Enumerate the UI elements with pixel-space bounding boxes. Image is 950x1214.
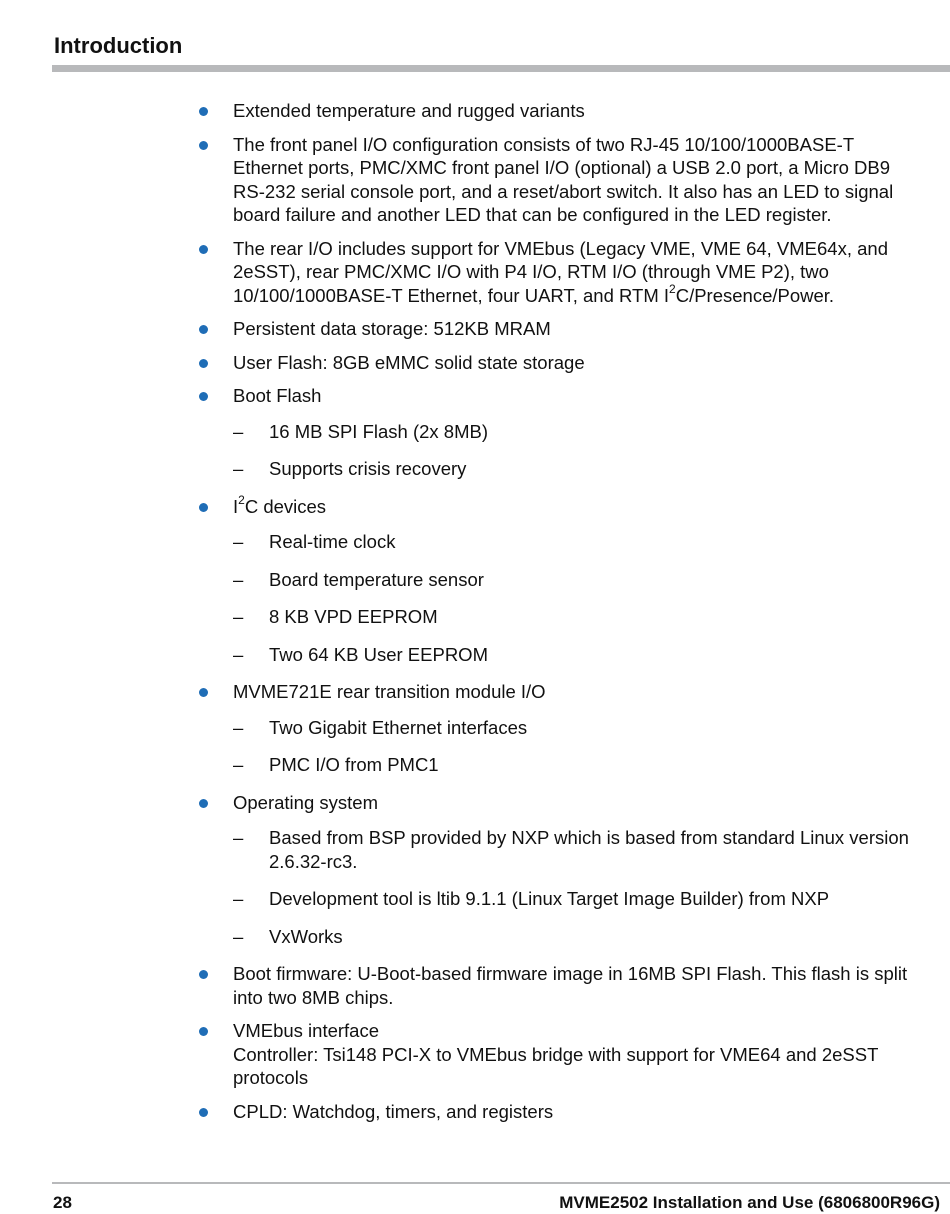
sub-item-text: Based from BSP provided by NXP which is based from standard Linux version — [269, 827, 909, 848]
sub-list-item — [197, 420, 945, 444]
sub-item-text: 8 KB VPD EEPROM — [269, 606, 438, 627]
item-text: Boot firmware: U-Boot-based firmware image in 16MB SPI Flash. This flash is split — [233, 963, 908, 984]
bullet-icon — [199, 325, 208, 334]
sub-list-item — [197, 605, 945, 629]
superscript: 2 — [238, 493, 245, 508]
item-text: 2eSST), rear PMC/XMC I/O with P4 I/O, RTM I/O (through VME P2), two — [233, 261, 829, 282]
sub-item-text: Board temperature sensor — [269, 568, 484, 590]
sub-list-item — [197, 826, 945, 873]
dash-icon: – — [233, 716, 244, 738]
dash-icon: – — [233, 458, 244, 479]
sub-item-text: Real-time clock — [269, 531, 396, 552]
item-text-part: C/Presence/Power. — [675, 284, 835, 306]
item-text: MVME721E rear transition module I/O — [233, 681, 546, 702]
item-text: Controller: Tsi148 PCI-X to VMEbus bridge with support for VME64 and 2eSST — [233, 1043, 879, 1065]
list-item — [197, 680, 945, 777]
list-item — [197, 351, 945, 375]
item-text: User Flash: 8GB eMMC solid state storage — [233, 351, 585, 373]
item-text — [233, 495, 945, 519]
bullet-icon — [199, 1108, 208, 1117]
sub-list-item — [197, 530, 945, 554]
list-item — [197, 237, 945, 308]
sub-list-item — [197, 643, 945, 667]
sub-list — [233, 716, 945, 777]
dash-icon: – — [233, 888, 244, 909]
sub-list — [233, 530, 945, 666]
page-header-title: Introduction — [54, 33, 183, 58]
bullet-icon — [199, 359, 208, 368]
bullet-icon — [199, 245, 208, 254]
sub-item-text: 16 MB SPI Flash (2x 8MB) — [269, 420, 488, 442]
document-title: MVME2502 Installation and Use (6806800R96G) — [559, 1193, 940, 1212]
dash-icon: – — [233, 925, 244, 947]
header-divider — [52, 65, 950, 72]
item-text: protocols — [233, 1067, 309, 1088]
bullet-icon — [199, 1027, 208, 1036]
bullet-icon — [199, 799, 208, 808]
sub-item-text: Development tool is ltib 9.1.1 (Linux Target Image Builder) from NXP — [269, 888, 830, 909]
sub-item-text: Two Gigabit Ethernet interfaces — [269, 716, 528, 738]
sub-list-item — [197, 887, 945, 911]
list-item — [197, 1019, 945, 1090]
list-item — [197, 962, 945, 1009]
dash-icon: – — [233, 606, 244, 627]
sub-item-text: VxWorks — [269, 925, 343, 947]
list-item — [197, 384, 945, 481]
dash-icon: – — [233, 827, 244, 848]
bullet-icon — [199, 392, 208, 401]
sub-item-text: Supports crisis recovery — [269, 458, 467, 479]
item-text: RS-232 serial console port, and a reset/abort switch. It also has an LED to signal — [233, 180, 894, 202]
dash-icon: – — [233, 643, 244, 665]
item-text: Boot Flash — [233, 385, 322, 406]
item-text: Operating system — [233, 791, 378, 813]
bullet-icon — [199, 503, 208, 512]
superscript: 2 — [669, 282, 676, 297]
dash-icon: – — [233, 754, 244, 775]
footer-divider — [52, 1182, 950, 1184]
sub-item-text: 2.6.32-rc3. — [269, 850, 358, 872]
list-item — [197, 133, 945, 227]
dash-icon: – — [233, 531, 244, 552]
sub-list-item — [197, 568, 945, 592]
sub-item-text: Two 64 KB User EEPROM — [269, 643, 488, 665]
sub-list — [233, 826, 945, 948]
sub-list — [233, 420, 945, 481]
item-text: The front panel I/O configuration consists of two RJ-45 10/100/1000BASE-T — [233, 133, 855, 155]
item-text-part: C devices — [244, 495, 327, 517]
item-text: Persistent data storage: 512KB MRAM — [233, 318, 551, 339]
sub-list-item — [197, 753, 945, 777]
feature-list — [197, 99, 945, 1133]
bullet-icon — [199, 970, 208, 979]
bullet-icon — [199, 688, 208, 697]
list-item — [197, 317, 945, 341]
sub-list-item — [197, 716, 945, 740]
bullet-icon — [199, 107, 208, 116]
item-text-part: 10/100/1000BASE-T Ethernet, four UART, and RTM I — [233, 284, 670, 306]
sub-list-item — [197, 925, 945, 949]
sub-item-text: PMC I/O from PMC1 — [269, 754, 439, 775]
sub-list-item — [197, 457, 945, 481]
list-item — [197, 99, 945, 123]
page-number: 28 — [53, 1193, 72, 1212]
dash-icon: – — [233, 568, 244, 590]
list-item — [197, 495, 945, 667]
item-text: board failure and another LED that can be configured in the LED register. — [233, 204, 832, 225]
item-text: Ethernet ports, PMC/XMC front panel I/O (optional) a USB 2.0 port, a Micro DB9 — [233, 157, 891, 178]
bullet-icon — [199, 141, 208, 150]
item-text: CPLD: Watchdog, timers, and registers — [233, 1100, 554, 1122]
item-text — [233, 284, 945, 308]
dash-icon: – — [233, 420, 244, 442]
item-text-part: I — [233, 495, 239, 517]
item-text: VMEbus interface — [233, 1020, 380, 1041]
item-text: into two 8MB chips. — [233, 986, 394, 1008]
item-text: The rear I/O includes support for VMEbus (Legacy VME, VME 64, VME64x, and — [233, 237, 888, 259]
list-item — [197, 1100, 945, 1124]
list-item — [197, 791, 945, 949]
item-text: Extended temperature and rugged variants — [233, 100, 585, 121]
